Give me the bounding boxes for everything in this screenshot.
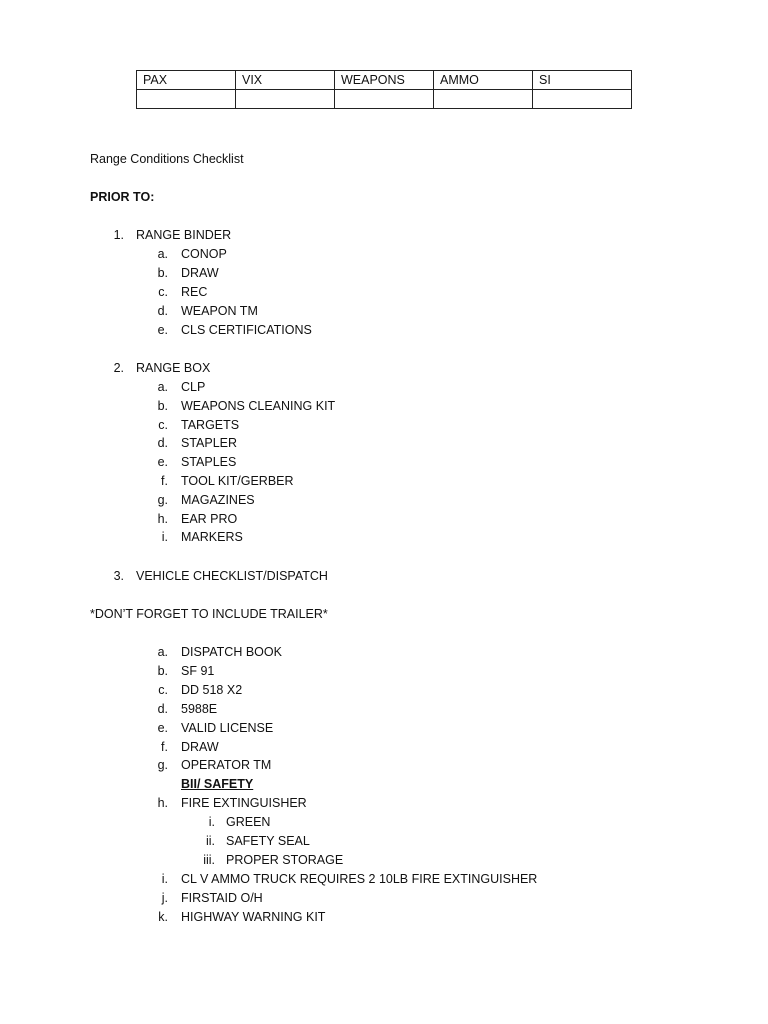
list-item-text: GREEN [226,815,271,829]
prior-to-heading: PRIOR TO: [90,190,155,204]
list-item [0,379,768,395]
list-item-text: SAFETY SEAL [226,834,310,848]
list-item-text: SF 91 [181,663,215,678]
list-item-text: DRAW [181,266,219,280]
table-cell [236,90,335,109]
list-marker: i. [161,872,168,886]
section-range-box [0,360,768,376]
list-item [0,417,768,433]
section-vehicle-checklist [0,568,768,584]
list-item [0,246,768,262]
list-marker: d. [157,436,168,451]
list-marker: f. [161,474,168,488]
table-cell [533,90,632,109]
table-header-cell: VIX [236,71,335,90]
list-item [0,473,768,489]
list-number: 2. [113,361,124,375]
list-marker: j. [161,891,168,905]
section-label: RANGE BINDER [136,228,232,242]
list-item [0,492,768,508]
table-cell [137,90,236,109]
table-cell [434,90,533,109]
list-marker: c. [158,682,168,697]
table-header-cell: PAX [137,71,236,90]
list-marker: d. [157,304,168,318]
list-item-text: FIRSTAID O/H [181,891,263,905]
list-marker: g. [157,758,168,773]
list-item-text: PROPER STORAGE [226,853,344,867]
section-label: VEHICLE CHECKLIST/DISPATCH [136,569,328,583]
list-item [0,303,768,319]
table-header-cell: AMMO [434,71,533,90]
personnel-equipment-table [136,70,632,109]
table-row [137,90,632,109]
list-item [0,757,768,773]
list-marker: d. [157,701,168,716]
list-marker: c. [158,417,168,432]
list-item-text: TOOL KIT/GERBER [181,474,294,488]
list-item-text: MARKERS [181,530,243,545]
list-marker: b. [157,266,168,280]
list-item [0,663,768,679]
page-title: Range Conditions Checklist [90,152,244,166]
section-label: RANGE BOX [136,361,211,375]
list-item-text: EAR PRO [181,511,238,526]
list-item-text: WEAPON TM [181,304,258,318]
list-item [0,720,768,736]
list-marker: h. [157,511,168,526]
list-number: 1. [113,228,124,242]
list-item [0,284,768,300]
list-item [0,909,768,925]
list-item-text: TARGETS [181,417,240,432]
table-header-cell: WEAPONS [335,71,434,90]
list-item [0,739,768,755]
list-marker: f. [161,739,168,754]
list-item-text: 5988E [181,701,218,716]
list-item-text: STAPLER [181,436,238,451]
list-item-text: REC [181,285,208,299]
table-cell [335,90,434,109]
list-item [0,852,768,868]
list-number: 3. [113,569,124,583]
list-marker: i. [208,815,215,829]
list-item [0,265,768,281]
list-item-text: MAGAZINES [181,492,255,507]
list-item [0,795,768,811]
list-item [0,871,768,887]
list-marker: g. [157,492,168,507]
list-item-text: STAPLES [181,455,237,470]
list-item [0,529,768,545]
list-item [0,814,768,830]
bii-safety-heading: BII/ SAFETY [181,777,254,791]
list-marker: h. [157,796,168,810]
list-item-text: CLS CERTIFICATIONS [181,323,312,337]
list-item-text: WEAPONS CLEANING KIT [181,398,336,413]
list-item [0,322,768,338]
list-item-text: HIGHWAY WARNING KIT [181,910,326,924]
list-item-text: VALID LICENSE [181,720,274,735]
list-item-text: OPERATOR TM [181,758,272,773]
list-marker: e. [157,323,168,337]
list-marker: a. [157,247,168,261]
list-marker: b. [157,663,168,678]
list-item [0,511,768,527]
table-header-cell: SI [533,71,632,90]
list-item [0,890,768,906]
list-marker: iii. [203,853,215,867]
list-marker: c. [158,285,168,299]
list-item-text: CONOP [181,247,227,261]
list-marker: b. [157,398,168,413]
list-item [0,454,768,470]
list-item-text: CL V AMMO TRUCK REQUIRES 2 10LB FIRE EXTINGUISHER [181,872,538,886]
list-marker: ii. [205,834,215,848]
list-item [0,701,768,717]
list-marker: e. [157,720,168,735]
list-item-text: CLP [181,380,206,394]
table-header-row [137,71,632,90]
list-marker: i. [161,530,168,545]
list-item-text: FIRE EXTINGUISHER [181,796,307,810]
list-item [0,644,768,660]
list-item [0,682,768,698]
list-item-text: DISPATCH BOOK [181,645,282,659]
list-marker: a. [157,380,168,394]
list-marker: k. [158,910,168,924]
list-item-text: DRAW [181,739,219,754]
list-marker: a. [157,645,168,659]
trailer-note: *DON’T FORGET TO INCLUDE TRAILER* [90,607,328,621]
list-marker: e. [157,455,168,470]
list-item [0,833,768,849]
list-item-text: DD 518 X2 [181,682,243,697]
section-range-binder [0,227,768,243]
list-item [0,435,768,451]
list-item [0,398,768,414]
